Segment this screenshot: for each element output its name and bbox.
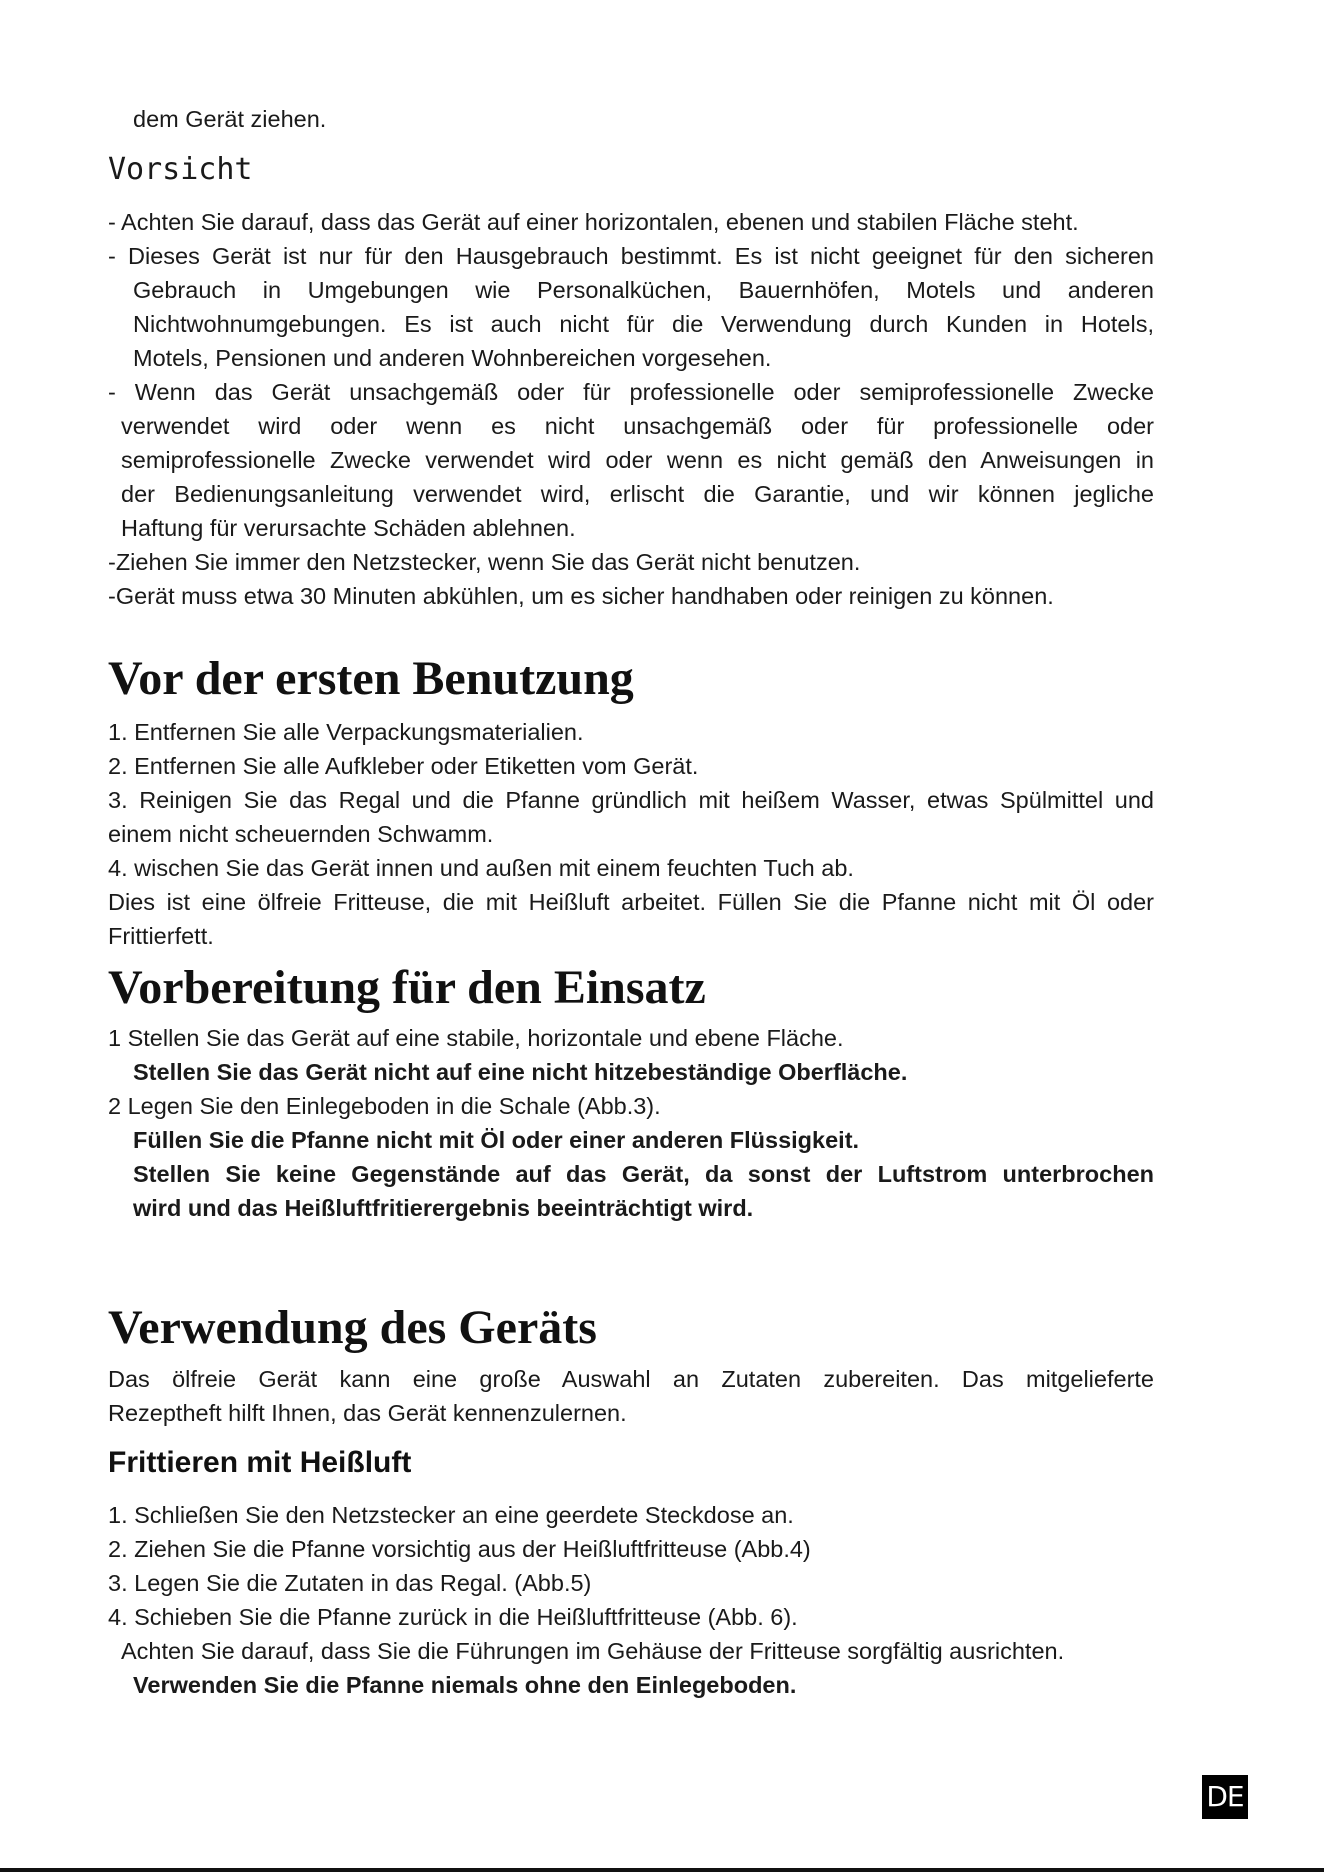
verwendung-intro-line-2: Rezeptheft hilft Ihnen, das Gerät kennenzulernen. — [108, 1400, 627, 1426]
erste-step-2: 2. Entfernen Sie alle Aufkleber oder Etiketten vom Gerät. — [108, 753, 699, 779]
vorsicht-bullet-3-line-3: semiprofessionelle Zwecke verwendet wird oder wenn es nicht gemäß den Anweisungen in — [121, 447, 1154, 473]
frittieren-step-4-note: Achten Sie darauf, dass Sie die Führungen im Gehäuse der Fritteuse sorgfältig ausrichten. — [121, 1638, 1065, 1664]
vorsicht-bullet-1: - Achten Sie darauf, dass das Gerät auf einer horizontalen, ebenen und stabilen Fläche steht. — [108, 209, 1079, 235]
vorsicht-bullet-2-line-4: Motels, Pensionen und anderen Wohnbereichen vorgesehen. — [133, 345, 772, 371]
vorsicht-bullet-2-line-1: - Dieses Gerät ist nur für den Hausgebrauch bestimmt. Es ist nicht geeignet für den sicheren — [108, 243, 1154, 269]
vorbereitung-step-2: 2 Legen Sie den Einlegeboden in die Schale (Abb.3). — [108, 1093, 661, 1119]
vorsicht-bullet-3-line-4: der Bedienungsanleitung verwendet wird, erlischt die Garantie, und wir können jegliche — [121, 481, 1154, 507]
vorbereitung-heading: Vorbereitung für den Einsatz — [108, 961, 706, 1014]
erste-note-line-2: Frittierfett. — [108, 923, 214, 949]
vorbereitung-warning-3-line-1: Stellen Sie keine Gegenstände auf das Gerät, da sonst der Luftstrom unterbrochen — [133, 1161, 1154, 1187]
language-badge: DE — [1202, 1775, 1248, 1819]
frittieren-step-2: 2. Ziehen Sie die Pfanne vorsichtig aus der Heißluftfritteuse (Abb.4) — [108, 1536, 811, 1562]
vorbereitung-warning-3-line-2: wird und das Heißluftfritierergebnis beeinträchtigt wird. — [133, 1195, 754, 1221]
vorsicht-bullet-2-line-3: Nichtwohnumgebungen. Es ist auch nicht für die Verwendung durch Kunden in Hotels, — [133, 311, 1154, 337]
erste-step-4: 4. wischen Sie das Gerät innen und außen mit einem feuchten Tuch ab. — [108, 855, 854, 881]
frittieren-step-3: 3. Legen Sie die Zutaten in das Regal. (Abb.5) — [108, 1570, 592, 1596]
erste-step-3-line-2: einem nicht scheuernden Schwamm. — [108, 821, 494, 847]
vorsicht-bullet-3-line-5: Haftung für verursachte Schäden ablehnen. — [121, 515, 576, 541]
vorbereitung-warning-1: Stellen Sie das Gerät nicht auf eine nicht hitzebeständige Oberfläche. — [133, 1059, 908, 1085]
frittieren-subheading: Frittieren mit Heißluft — [108, 1446, 412, 1479]
vorsicht-bullet-3-line-2: verwendet wird oder wenn es nicht unsachgemäß oder für professionelle oder — [121, 413, 1154, 439]
vorsicht-bullet-5: -Gerät muss etwa 30 Minuten abkühlen, um es sicher handhaben oder reinigen zu können. — [108, 583, 1054, 609]
verwendung-heading: Verwendung des Geräts — [108, 1301, 597, 1354]
erste-step-3-line-1: 3. Reinigen Sie das Regal und die Pfanne gründlich mit heißem Wasser, etwas Spülmittel und — [108, 787, 1154, 813]
frittieren-step-1: 1. Schließen Sie den Netzstecker an eine geerdete Steckdose an. — [108, 1502, 794, 1528]
erste-step-1: 1. Entfernen Sie alle Verpackungsmaterialien. — [108, 719, 584, 745]
erste-benutzung-heading: Vor der ersten Benutzung — [108, 652, 634, 705]
vorsicht-bullet-4: -Ziehen Sie immer den Netzstecker, wenn Sie das Gerät nicht benutzen. — [108, 549, 861, 575]
frittieren-warning: Verwenden Sie die Pfanne niemals ohne den Einlegeboden. — [133, 1672, 797, 1698]
vorsicht-bullet-2-line-2: Gebrauch in Umgebungen wie Personalküchen, Bauernhöfen, Motels und anderen — [133, 277, 1154, 303]
verwendung-intro-line-1: Das ölfreie Gerät kann eine große Auswahl an Zutaten zubereiten. Das mitgelieferte — [108, 1366, 1154, 1392]
frittieren-step-4: 4. Schieben Sie die Pfanne zurück in die Heißluftfritteuse (Abb. 6). — [108, 1604, 798, 1630]
vorbereitung-step-1: 1 Stellen Sie das Gerät auf eine stabile, horizontale und ebene Fläche. — [108, 1025, 844, 1051]
vorsicht-heading: Vorsicht — [108, 152, 253, 187]
vorbereitung-warning-2: Füllen Sie die Pfanne nicht mit Öl oder einer anderen Flüssigkeit. — [133, 1127, 860, 1153]
erste-note-line-1: Dies ist eine ölfreie Fritteuse, die mit Heißluft arbeitet. Füllen Sie die Pfanne nicht mit Öl oder — [108, 889, 1154, 915]
vorsicht-bullet-3-line-1: - Wenn das Gerät unsachgemäß oder für professionelle oder semiprofessionelle Zwecke — [108, 379, 1154, 405]
bottom-rule — [0, 1868, 1324, 1872]
intro-line: dem Gerät ziehen. — [133, 106, 327, 132]
